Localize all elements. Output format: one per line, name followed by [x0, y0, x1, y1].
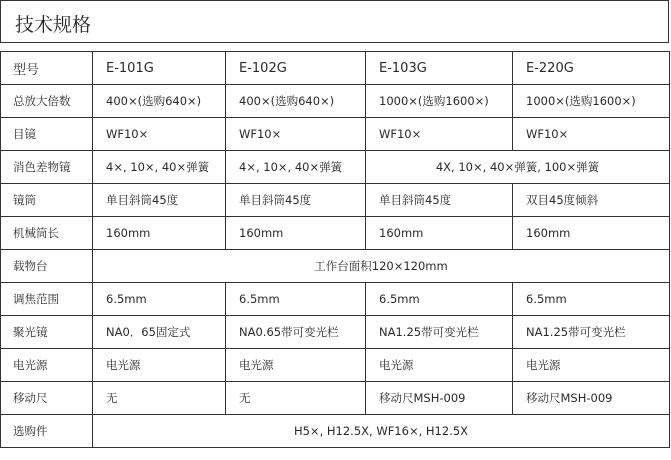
cell-value: NA1.25带可变光栏: [513, 316, 670, 349]
table-row: [1, 118, 670, 151]
page-title: 技术规格: [15, 14, 92, 36]
row-label: 镜筒: [1, 184, 93, 217]
model-name: E-220G: [513, 52, 670, 85]
cell-value: 160mm: [513, 217, 670, 250]
table-row: [1, 316, 670, 349]
cell-value: 400×(选购640×): [226, 85, 366, 118]
row-label: 总放大倍数: [1, 85, 93, 118]
cell-value: 1000×(选购1600×): [366, 85, 513, 118]
table-row: [1, 415, 670, 448]
row-label: 电光源: [1, 349, 93, 382]
cell-value: WF10×: [366, 118, 513, 151]
cell-value: 6.5mm: [93, 283, 226, 316]
cell-value: WF10×: [93, 118, 226, 151]
cell-value: 移动尺MSH-009: [366, 382, 513, 415]
table-row: [1, 382, 670, 415]
table-row: [1, 184, 670, 217]
table-row: [1, 283, 670, 316]
cell-value: WF10×: [226, 118, 366, 151]
row-label: 机械筒长: [1, 217, 93, 250]
row-label: 消色差物镜: [1, 151, 93, 184]
model-name: E-102G: [226, 52, 366, 85]
cell-value: 6.5mm: [513, 283, 670, 316]
cell-value: NA1.25带可变光栏: [366, 316, 513, 349]
cell-value: 双目45度倾斜: [513, 184, 670, 217]
cell-value: 400×(选购640×): [93, 85, 226, 118]
cell-value: 无: [226, 382, 366, 415]
table-row: [1, 217, 670, 250]
row-label: 移动尺: [1, 382, 93, 415]
cell-value: 电光源: [93, 349, 226, 382]
row-label: 选购件: [1, 415, 93, 448]
cell-value: 无: [93, 382, 226, 415]
cell-value: WF10×: [513, 118, 670, 151]
cell-value: 电光源: [366, 349, 513, 382]
cell-value: NA0.65带可变光栏: [226, 316, 366, 349]
table-row: [1, 85, 670, 118]
cell-value: NA0．65固定式: [93, 316, 226, 349]
row-label: 调焦范围: [1, 283, 93, 316]
model-name: E-101G: [93, 52, 226, 85]
model-name: E-103G: [366, 52, 513, 85]
table-row: [1, 250, 670, 283]
row-label: 聚光镜: [1, 316, 93, 349]
row-label: 载物台: [1, 250, 93, 283]
cell-value: 单目斜筒45度: [366, 184, 513, 217]
merged-cell-value: 工作台面积120×120mm: [93, 250, 670, 283]
cell-value: 1000×(选购1600×): [513, 85, 670, 118]
cell-value: 6.5mm: [366, 283, 513, 316]
cell-value: 160mm: [226, 217, 366, 250]
cell-value: 单目斜筒45度: [226, 184, 366, 217]
cell-value: 6.5mm: [226, 283, 366, 316]
merged-cell-value: H5×, H12.5X, WF16×, H12.5X: [93, 415, 670, 448]
cell-value: 单目斜筒45度: [93, 184, 226, 217]
cell-value: 4×, 10×, 40×弹簧: [226, 151, 366, 184]
cell-value: 4×, 10×, 40×弹簧: [93, 151, 226, 184]
spec-table: [0, 51, 670, 448]
cell-value: 160mm: [93, 217, 226, 250]
row-label: 目镜: [1, 118, 93, 151]
table-header-row: [1, 52, 670, 85]
table-row: [1, 151, 670, 184]
cell-value: 电光源: [226, 349, 366, 382]
cell-value: 电光源: [513, 349, 670, 382]
header-label: 型号: [1, 52, 93, 85]
table-row: [1, 349, 670, 382]
page-title-box: [0, 0, 669, 43]
cell-value: 移动尺MSH-009: [513, 382, 670, 415]
cell-value: 160mm: [366, 217, 513, 250]
merged-cell-value: 4X, 10×, 40×弹簧, 100×弹簧: [366, 151, 670, 184]
